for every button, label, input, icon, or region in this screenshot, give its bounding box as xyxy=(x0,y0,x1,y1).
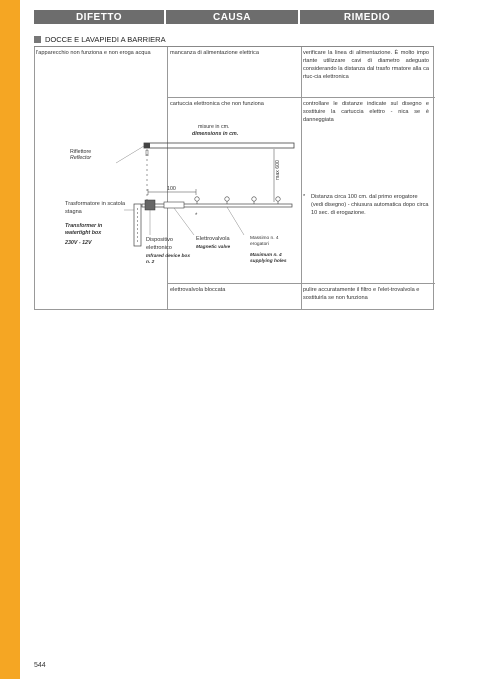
reflector-bar xyxy=(144,143,294,148)
cause-1-text: mancanza di alimentazione elettrica xyxy=(170,50,259,56)
cause-2-text: cartuccia elettronica che non funziona xyxy=(170,101,264,107)
row-divider-2 xyxy=(167,283,435,284)
transformer-label-en: Transformer in watertight box xyxy=(65,223,103,236)
holes-label-it: Massimo n. 4 erogatori xyxy=(250,236,279,247)
section-title xyxy=(34,33,434,47)
header-rimedio: RIMEDIO xyxy=(300,10,434,24)
table-header xyxy=(34,10,434,24)
transformer-label-it: Trasformatore in scatola stagna xyxy=(65,201,126,215)
fault-text: l'apparecchio non funziona e non eroga acqua xyxy=(36,50,151,56)
voltage-label: 230V - 12V xyxy=(65,240,92,246)
units-label-en: dimensions in cm. xyxy=(192,131,239,137)
remedy-1-text: verificare la linea di alimentazione. È molto impo rtante utilizzare cavi di diametro adeguato considerando la distanza dal trasfo rmatore alla ca rtuc-cia elettronica xyxy=(303,50,429,80)
asterisk-marker: * xyxy=(195,213,198,219)
holes-leader xyxy=(227,207,244,235)
remedy-2-note: Distanza circa 100 cm. dal primo erogatore (vedi disegno) - chiusura automatica dopo circa 10 sec. di erogazione. xyxy=(311,194,429,216)
reflector-leader xyxy=(116,146,144,163)
header-difetto: DIFETTO xyxy=(34,10,166,24)
row-divider-1 xyxy=(167,97,435,98)
valve-label-en: Magnetic valve xyxy=(196,245,231,250)
width-dimension-label: 100 xyxy=(167,186,176,192)
cause-3-text: elettrovalvola bloccata xyxy=(170,287,226,293)
remedy-3-text: pulire accuratamente il filtro e l'elet-trovalvola e sostituirla se non funziona xyxy=(303,287,420,301)
reflector-label-it: Riflettore xyxy=(70,149,92,155)
section-title-text: DOCCE E LAVAPIEDI A BARRIERA xyxy=(45,35,166,44)
valve-leader xyxy=(174,208,194,235)
height-dimension-label: max 600 xyxy=(275,160,281,180)
magnetic-valve xyxy=(164,202,184,208)
orange-side-band xyxy=(0,0,20,679)
remedy-2-text: controllare le distanze indicate sul disegno e sostituire la cartuccia elettro - nica se è danneggiata xyxy=(303,101,429,123)
electronic-device-box xyxy=(145,200,155,210)
reflector-label-en: Reflector xyxy=(70,155,92,161)
device-label-it: Dispositivo elettronico xyxy=(146,237,174,251)
holes-label-en: Maximum n. 4 supplying holes xyxy=(250,253,287,264)
header-causa: CAUSA xyxy=(166,10,300,24)
valve-label-it: Elettrovalvola xyxy=(196,236,230,242)
supplying-holes xyxy=(195,197,280,204)
square-bullet-icon xyxy=(34,36,41,43)
page-number: 544 xyxy=(34,662,46,669)
units-label-it: misure in cm. xyxy=(198,124,230,130)
reflector-sensor xyxy=(144,143,150,148)
device-label-en: Infrared device box n. 2 xyxy=(146,254,190,265)
asterisk-mark: * xyxy=(303,194,306,200)
